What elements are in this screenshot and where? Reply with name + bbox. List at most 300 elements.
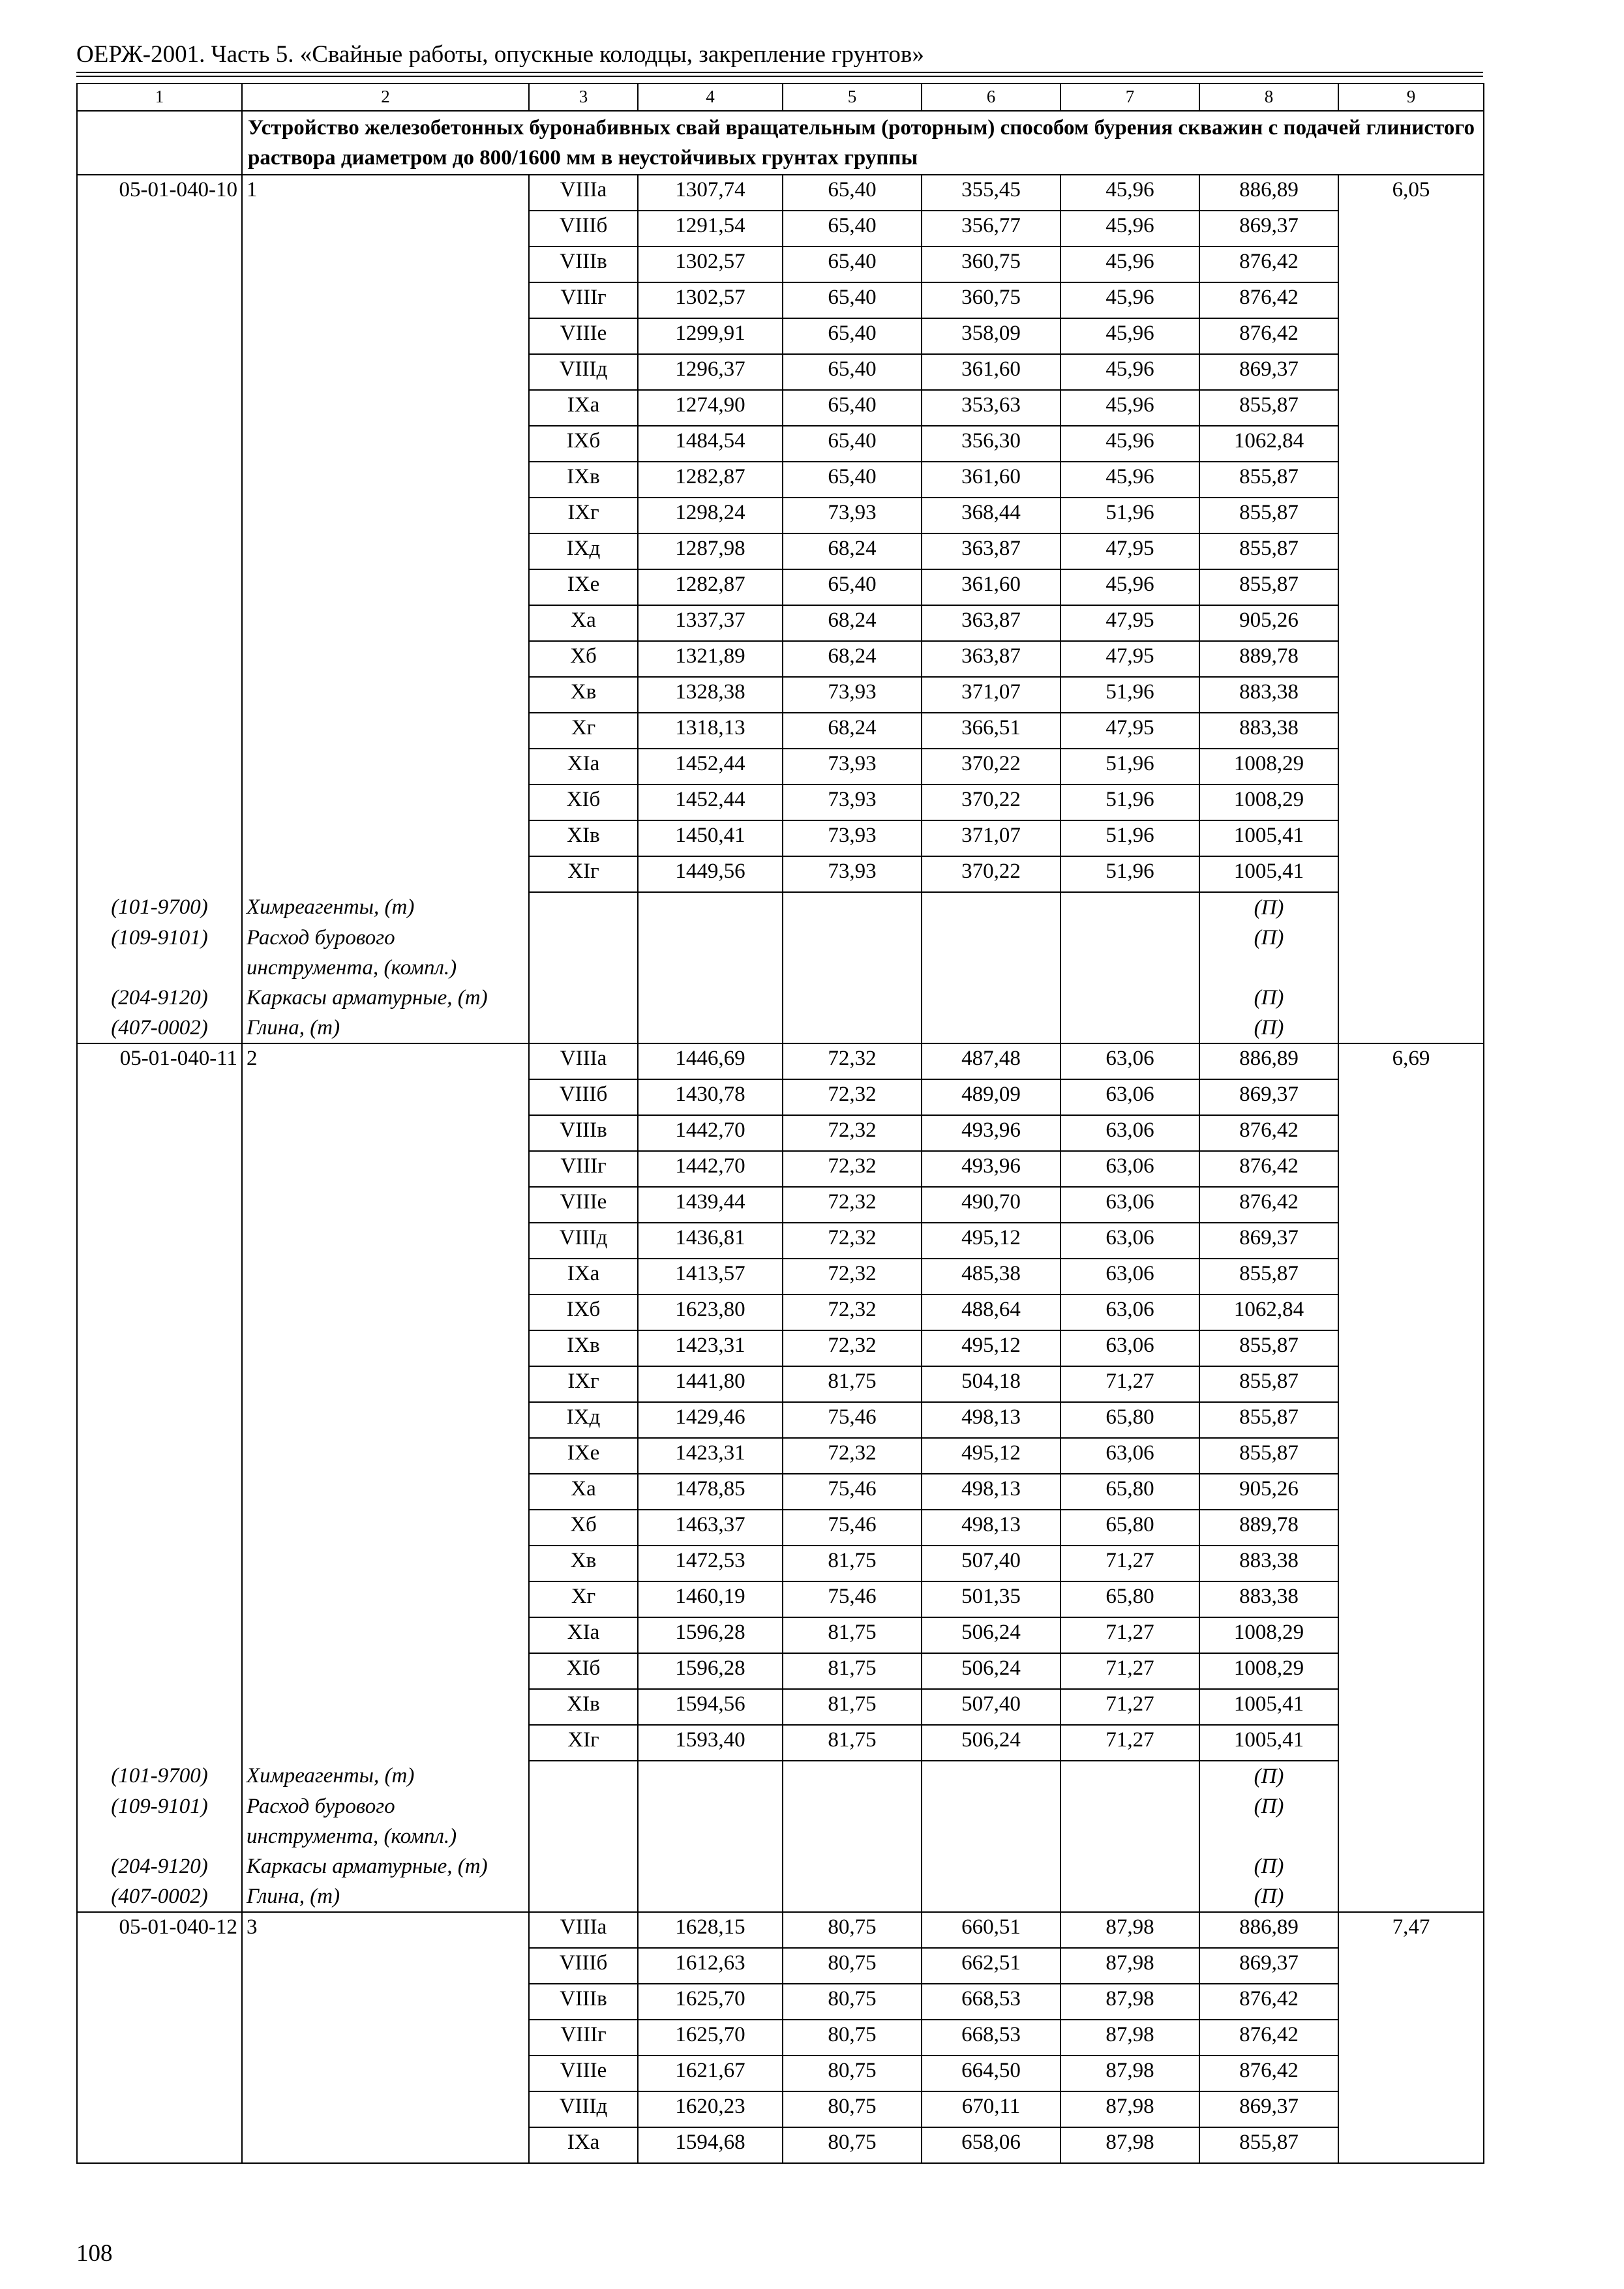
cell-value: 1596,28 <box>638 1653 783 1689</box>
cell-value: 1337,37 <box>638 605 783 641</box>
cell-value: 1328,38 <box>638 677 783 713</box>
cell-value: 71,27 <box>1060 1653 1199 1689</box>
cell-value: 1596,28 <box>638 1617 783 1653</box>
cell-value: 72,32 <box>783 1259 922 1294</box>
empty-cell <box>1338 1761 1484 1791</box>
cell-value: 495,12 <box>922 1438 1060 1474</box>
cell-value: 886,89 <box>1199 175 1338 211</box>
cell-value: 488,64 <box>922 1294 1060 1330</box>
cell-value: 883,38 <box>1199 1581 1338 1617</box>
norm-code <box>77 605 242 641</box>
item-number <box>242 1581 529 1617</box>
cell-value: 80,75 <box>783 1984 922 2020</box>
cell-value: 1429,46 <box>638 1402 783 1438</box>
table-row <box>77 1689 1484 1725</box>
soil-group: VIIIв <box>529 247 638 282</box>
soil-group: Xв <box>529 677 638 713</box>
soil-group: IXе <box>529 1438 638 1474</box>
cell-value: 65,40 <box>783 354 922 390</box>
table-row <box>77 1546 1484 1581</box>
col9-value <box>1338 533 1484 569</box>
cell-value: 65,40 <box>783 247 922 282</box>
cell-value: 883,38 <box>1199 713 1338 749</box>
empty-cell <box>783 1761 922 1791</box>
cell-value: 65,80 <box>1060 1402 1199 1438</box>
cell-value: 489,09 <box>922 1079 1060 1115</box>
cell-value: 1436,81 <box>638 1223 783 1259</box>
empty-cell <box>1338 1013 1484 1043</box>
soil-group: Xв <box>529 1546 638 1581</box>
table-row <box>77 1079 1484 1115</box>
empty-cell <box>783 1013 922 1043</box>
item-number <box>242 247 529 282</box>
resource-code: (101-9700) <box>77 892 242 923</box>
table-row <box>77 498 1484 533</box>
page-number: 108 <box>76 2240 113 2267</box>
cell-value: 1460,19 <box>638 1581 783 1617</box>
cell-value: 368,44 <box>922 498 1060 533</box>
norm-code <box>77 354 242 390</box>
cell-value: 1628,15 <box>638 1912 783 1948</box>
cell-value: 855,87 <box>1199 569 1338 605</box>
norm-code <box>77 677 242 713</box>
cell-value: 1594,68 <box>638 2127 783 2163</box>
empty-cell <box>1060 892 1199 923</box>
col9-value <box>1338 1330 1484 1366</box>
cell-value: 361,60 <box>922 462 1060 498</box>
item-number <box>242 785 529 820</box>
cell-value: 1452,44 <box>638 785 783 820</box>
cell-value: 1450,41 <box>638 820 783 856</box>
cell-value: 1296,37 <box>638 354 783 390</box>
section-title: Устройство железобетонных буронабивных свай вращательным (роторным) способом бурения скважин с подачей глинистого раствора диаметром до 800/1600 мм в неустойчивых грунтах группы <box>242 111 1484 175</box>
cell-value: 1062,84 <box>1199 1294 1338 1330</box>
cell-value: 1274,90 <box>638 390 783 426</box>
cell-value: 366,51 <box>922 713 1060 749</box>
resource-code: (109-9101) <box>77 923 242 983</box>
table-row <box>77 677 1484 713</box>
empty-cell <box>529 1881 638 1912</box>
cell-value: 51,96 <box>1060 677 1199 713</box>
cell-value: 506,24 <box>922 1725 1060 1761</box>
norm-code <box>77 1115 242 1151</box>
table-row <box>77 1912 1484 1948</box>
soil-group: XIа <box>529 1617 638 1653</box>
cell-value: 1463,37 <box>638 1510 783 1546</box>
cell-value: 47,95 <box>1060 713 1199 749</box>
cell-value: 869,37 <box>1199 1079 1338 1115</box>
cell-value: 876,42 <box>1199 2020 1338 2056</box>
resource-row <box>77 983 1484 1013</box>
resource-row <box>77 1881 1484 1912</box>
cell-value: 889,78 <box>1199 641 1338 677</box>
table-row <box>77 1115 1484 1151</box>
item-number: 1 <box>242 175 529 211</box>
table-row <box>77 282 1484 318</box>
cell-value: 855,87 <box>1199 1438 1338 1474</box>
cell-value: 81,75 <box>783 1366 922 1402</box>
cell-value: 68,24 <box>783 605 922 641</box>
cell-value: 73,93 <box>783 785 922 820</box>
soil-group: IXв <box>529 462 638 498</box>
cell-value: 45,96 <box>1060 390 1199 426</box>
item-number <box>242 318 529 354</box>
soil-group: VIIIд <box>529 1223 638 1259</box>
empty-cell <box>1338 983 1484 1013</box>
item-number <box>242 1259 529 1294</box>
cell-value: 493,96 <box>922 1151 1060 1187</box>
cell-value: 869,37 <box>1199 1223 1338 1259</box>
cell-value: 65,40 <box>783 282 922 318</box>
empty-cell <box>1338 1791 1484 1851</box>
cell-value: 507,40 <box>922 1546 1060 1581</box>
empty-cell <box>922 983 1060 1013</box>
cell-value: 68,24 <box>783 533 922 569</box>
norm-code <box>77 1581 242 1617</box>
norm-code <box>77 2127 242 2163</box>
norm-code <box>77 1366 242 1402</box>
cell-value: 65,40 <box>783 426 922 462</box>
resource-mark: (П) <box>1199 1013 1338 1043</box>
col9-value <box>1338 247 1484 282</box>
empty-cell <box>529 1013 638 1043</box>
norm-code <box>77 462 242 498</box>
cell-value: 63,06 <box>1060 1151 1199 1187</box>
soil-group: IXа <box>529 1259 638 1294</box>
item-number <box>242 211 529 247</box>
table-row <box>77 354 1484 390</box>
cell-value: 670,11 <box>922 2091 1060 2127</box>
table-row <box>77 1223 1484 1259</box>
soil-group: XIг <box>529 856 638 892</box>
empty-cell <box>529 1761 638 1791</box>
cell-value: 65,40 <box>783 569 922 605</box>
col9-value <box>1338 498 1484 533</box>
cell-value: 876,42 <box>1199 318 1338 354</box>
cell-value: 855,87 <box>1199 533 1338 569</box>
norm-code <box>77 820 242 856</box>
cell-value: 1298,24 <box>638 498 783 533</box>
cell-value: 371,07 <box>922 677 1060 713</box>
cell-value: 72,32 <box>783 1330 922 1366</box>
column-number: 5 <box>783 83 922 111</box>
empty-cell <box>1060 1851 1199 1881</box>
cell-value: 81,75 <box>783 1725 922 1761</box>
table-row <box>77 820 1484 856</box>
col9-value <box>1338 1510 1484 1546</box>
item-number <box>242 1948 529 1984</box>
norm-code: 05-01-040-10 <box>77 175 242 211</box>
resource-row <box>77 1791 1484 1851</box>
soil-group: VIIIд <box>529 2091 638 2127</box>
col9-value <box>1338 1223 1484 1259</box>
soil-group: IXб <box>529 426 638 462</box>
cell-value: 75,46 <box>783 1474 922 1510</box>
col9-value <box>1338 282 1484 318</box>
soil-group: VIIIг <box>529 2020 638 2056</box>
norm-code <box>77 1151 242 1187</box>
norm-code <box>77 1546 242 1581</box>
cell-value: 81,75 <box>783 1653 922 1689</box>
cell-value: 72,32 <box>783 1438 922 1474</box>
empty-cell <box>783 923 922 983</box>
item-number <box>242 1079 529 1115</box>
table-row <box>77 1653 1484 1689</box>
table-row <box>77 390 1484 426</box>
resource-name: Расход бурового инструмента, (компл.) <box>242 923 529 983</box>
soil-group: VIIIе <box>529 1187 638 1223</box>
cell-value: 506,24 <box>922 1653 1060 1689</box>
cell-value: 1484,54 <box>638 426 783 462</box>
soil-group: IXа <box>529 390 638 426</box>
cell-value: 72,32 <box>783 1151 922 1187</box>
resource-code: (109-9101) <box>77 1791 242 1851</box>
cell-value: 360,75 <box>922 282 1060 318</box>
cell-value: 869,37 <box>1199 1948 1338 1984</box>
column-number: 2 <box>242 83 529 111</box>
empty-cell <box>922 1761 1060 1791</box>
column-number: 3 <box>529 83 638 111</box>
item-number <box>242 533 529 569</box>
cell-value: 63,06 <box>1060 1043 1199 1079</box>
col9-value <box>1338 426 1484 462</box>
item-number <box>242 1725 529 1761</box>
norm-code <box>77 1984 242 2020</box>
table-row <box>77 1294 1484 1330</box>
cell-value: 1442,70 <box>638 1115 783 1151</box>
norm-code <box>77 282 242 318</box>
item-number <box>242 1151 529 1187</box>
resource-row <box>77 892 1484 923</box>
soil-group: VIIIб <box>529 1079 638 1115</box>
norm-code <box>77 1294 242 1330</box>
norm-code <box>77 1617 242 1653</box>
norm-group <box>77 1912 1484 2163</box>
column-number: 8 <box>1199 83 1338 111</box>
soil-group: XIг <box>529 1725 638 1761</box>
cell-value: 855,87 <box>1199 2127 1338 2163</box>
soil-group: VIIIг <box>529 282 638 318</box>
resource-mark: (П) <box>1199 1881 1338 1912</box>
cell-value: 72,32 <box>783 1223 922 1259</box>
cell-value: 1441,80 <box>638 1366 783 1402</box>
cell-value: 73,93 <box>783 677 922 713</box>
col9-value <box>1338 1402 1484 1438</box>
cell-value: 1430,78 <box>638 1079 783 1115</box>
soil-group: Xб <box>529 1510 638 1546</box>
norm-code <box>77 247 242 282</box>
resource-name: Глина, (т) <box>242 1881 529 1912</box>
cell-value: 495,12 <box>922 1330 1060 1366</box>
table-row <box>77 605 1484 641</box>
norm-code <box>77 426 242 462</box>
cell-value: 361,60 <box>922 569 1060 605</box>
cell-value: 886,89 <box>1199 1043 1338 1079</box>
cell-value: 45,96 <box>1060 569 1199 605</box>
soil-group: VIIIб <box>529 1948 638 1984</box>
column-number: 6 <box>922 83 1060 111</box>
norm-code <box>77 1653 242 1689</box>
empty-cell <box>1060 1791 1199 1851</box>
norm-code <box>77 318 242 354</box>
cell-value: 1621,67 <box>638 2056 783 2091</box>
table-row <box>77 2056 1484 2091</box>
empty-cell <box>922 1791 1060 1851</box>
norm-code <box>77 390 242 426</box>
soil-group: VIIIе <box>529 318 638 354</box>
item-number <box>242 749 529 785</box>
soil-group: XIа <box>529 749 638 785</box>
cell-value: 1423,31 <box>638 1438 783 1474</box>
item-number <box>242 1474 529 1510</box>
cell-value: 883,38 <box>1199 677 1338 713</box>
item-number <box>242 1294 529 1330</box>
cell-value: 1008,29 <box>1199 785 1338 820</box>
resource-row <box>77 1013 1484 1043</box>
cell-value: 876,42 <box>1199 1115 1338 1151</box>
cell-value: 855,87 <box>1199 1402 1338 1438</box>
cell-value: 80,75 <box>783 1948 922 1984</box>
table-row <box>77 641 1484 677</box>
col9-value <box>1338 1653 1484 1689</box>
table-row <box>77 1259 1484 1294</box>
soil-group: XIб <box>529 785 638 820</box>
norm-code <box>77 569 242 605</box>
col9-value <box>1338 1438 1484 1474</box>
soil-group: VIIIа <box>529 175 638 211</box>
empty-cell <box>783 1791 922 1851</box>
soil-group: VIIIд <box>529 354 638 390</box>
norm-code <box>77 211 242 247</box>
item-number <box>242 390 529 426</box>
cell-value: 1318,13 <box>638 713 783 749</box>
col9-value <box>1338 1259 1484 1294</box>
cell-value: 1594,56 <box>638 1689 783 1725</box>
column-number: 4 <box>638 83 783 111</box>
cell-value: 51,96 <box>1060 498 1199 533</box>
col9-value <box>1338 641 1484 677</box>
cell-value: 80,75 <box>783 2127 922 2163</box>
norm-code <box>77 1725 242 1761</box>
cell-value: 668,53 <box>922 1984 1060 2020</box>
cell-value: 51,96 <box>1060 856 1199 892</box>
cell-value: 73,93 <box>783 856 922 892</box>
cell-value: 353,63 <box>922 390 1060 426</box>
item-number <box>242 1984 529 2020</box>
item-number <box>242 1546 529 1581</box>
cell-value: 1442,70 <box>638 1151 783 1187</box>
cell-value: 68,24 <box>783 713 922 749</box>
table-row <box>77 2020 1484 2056</box>
cell-value: 87,98 <box>1060 1984 1199 2020</box>
table-row <box>77 426 1484 462</box>
cell-value: 75,46 <box>783 1581 922 1617</box>
norm-code <box>77 749 242 785</box>
empty-cell <box>638 1013 783 1043</box>
cell-value: 1005,41 <box>1199 1725 1338 1761</box>
norm-group <box>77 175 1484 1043</box>
soil-group: VIIIе <box>529 2056 638 2091</box>
table-row <box>77 2091 1484 2127</box>
cell-value: 869,37 <box>1199 2091 1338 2127</box>
resource-mark: (П) <box>1199 923 1338 983</box>
cell-value: 358,09 <box>922 318 1060 354</box>
soil-group: VIIIа <box>529 1912 638 1948</box>
cell-value: 1302,57 <box>638 282 783 318</box>
cell-value: 371,07 <box>922 820 1060 856</box>
col9-value <box>1338 569 1484 605</box>
col9-value <box>1338 354 1484 390</box>
cell-value: 73,93 <box>783 749 922 785</box>
norm-code <box>77 2056 242 2091</box>
empty-cell <box>529 1791 638 1851</box>
cell-value: 73,93 <box>783 820 922 856</box>
cell-value: 498,13 <box>922 1402 1060 1438</box>
cell-value: 1446,69 <box>638 1043 783 1079</box>
table-row <box>77 1984 1484 2020</box>
col9-value <box>1338 677 1484 713</box>
cell-value: 1593,40 <box>638 1725 783 1761</box>
item-number <box>242 641 529 677</box>
table-row <box>77 1043 1484 1079</box>
cell-value: 80,75 <box>783 2091 922 2127</box>
resource-row <box>77 1761 1484 1791</box>
resource-name: Химреагенты, (т) <box>242 892 529 923</box>
col9-value <box>1338 1366 1484 1402</box>
item-number <box>242 498 529 533</box>
table-row <box>77 2127 1484 2163</box>
empty-cell <box>529 1851 638 1881</box>
table-row <box>77 1725 1484 1761</box>
cell-value: 1307,74 <box>638 175 783 211</box>
cell-value: 498,13 <box>922 1474 1060 1510</box>
cell-value: 507,40 <box>922 1689 1060 1725</box>
cell-value: 1423,31 <box>638 1330 783 1366</box>
cell-value: 876,42 <box>1199 1151 1338 1187</box>
cell-value: 1452,44 <box>638 749 783 785</box>
soil-group: Xа <box>529 605 638 641</box>
cell-value: 905,26 <box>1199 1474 1338 1510</box>
col9-value <box>1338 785 1484 820</box>
cell-value: 65,40 <box>783 390 922 426</box>
empty-cell <box>922 1013 1060 1043</box>
cell-value: 1005,41 <box>1199 1689 1338 1725</box>
col9-value <box>1338 749 1484 785</box>
norm-code <box>77 1330 242 1366</box>
cell-value: 487,48 <box>922 1043 1060 1079</box>
cell-value: 876,42 <box>1199 1984 1338 2020</box>
table-row <box>77 1617 1484 1653</box>
soil-group: Xг <box>529 713 638 749</box>
norm-group <box>77 1043 1484 1912</box>
col9-value <box>1338 318 1484 354</box>
cell-value: 45,96 <box>1060 354 1199 390</box>
cell-value: 889,78 <box>1199 1510 1338 1546</box>
cell-value: 87,98 <box>1060 1948 1199 1984</box>
col9-value <box>1338 1689 1484 1725</box>
table-row <box>77 856 1484 892</box>
col9-value <box>1338 1617 1484 1653</box>
norm-code: 05-01-040-12 <box>77 1912 242 1948</box>
col9-value <box>1338 462 1484 498</box>
cell-value: 1005,41 <box>1199 820 1338 856</box>
item-number <box>242 1438 529 1474</box>
cell-value: 71,27 <box>1060 1366 1199 1402</box>
header-rule <box>76 76 1483 77</box>
cell-value: 498,13 <box>922 1510 1060 1546</box>
item-number <box>242 605 529 641</box>
table-row <box>77 533 1484 569</box>
